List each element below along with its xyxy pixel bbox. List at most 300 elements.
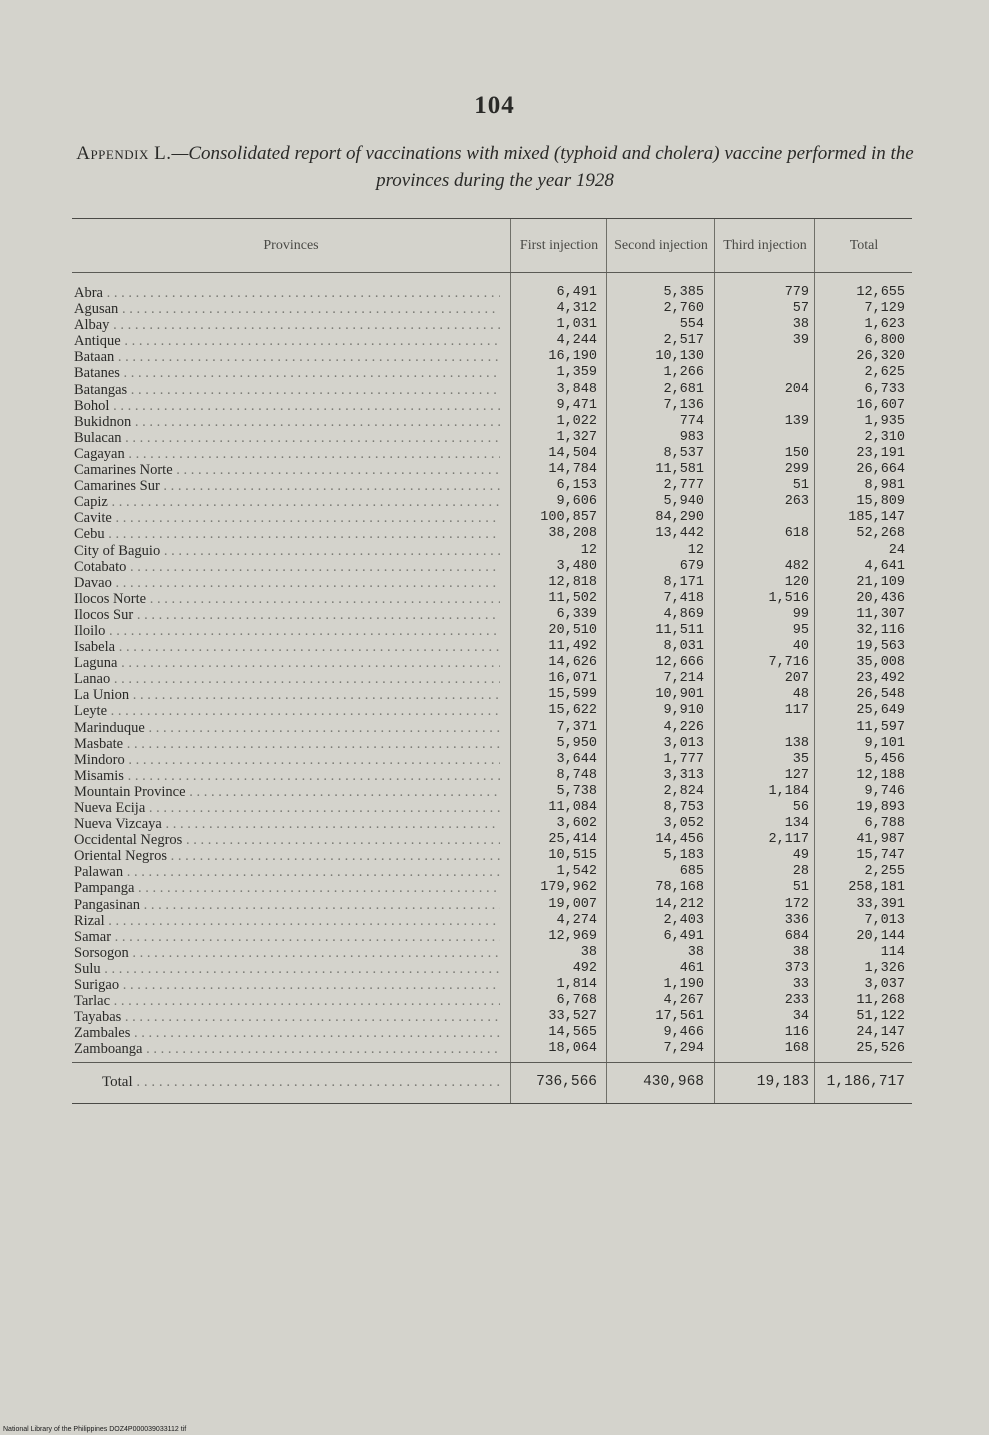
second-injection-value: 685	[679, 864, 704, 880]
second-injection-value: 84,290	[655, 510, 704, 526]
total-value: 7,129	[864, 301, 905, 317]
first-injection-value: 12	[580, 542, 597, 558]
total-value: 20,144	[856, 928, 905, 944]
second-injection-value: 1,190	[663, 977, 704, 993]
third-injection-value: 38	[792, 944, 809, 960]
table-row	[72, 446, 912, 462]
first-injection-value: 7,371	[556, 719, 597, 735]
third-injection-value: 1,516	[768, 590, 809, 606]
table-row	[72, 1009, 912, 1025]
table-row	[72, 752, 912, 768]
total-value: 25,526	[856, 1041, 905, 1057]
province-name: Cotabato . . .	[74, 559, 500, 575]
first-injection-value: 3,848	[556, 381, 597, 397]
third-injection-value: 263	[784, 494, 809, 510]
title-text: —Consolidated report of vaccinations with mixed (typhoid and cholera) vaccine performed in the provinces during the year 1928	[171, 143, 914, 191]
total-value: 33,391	[856, 896, 905, 912]
second-injection-value: 7,294	[663, 1041, 704, 1057]
table-row	[72, 864, 912, 880]
province-name: Palawan . . .	[74, 864, 500, 880]
province-name: Samar . . .	[74, 929, 500, 945]
table-row	[72, 1041, 912, 1057]
first-injection-value: 3,480	[556, 558, 597, 574]
table-row	[72, 623, 912, 639]
first-injection-value: 10,515	[548, 848, 597, 864]
table-title	[75, 140, 915, 194]
province-name: Bohol . . .	[74, 398, 500, 414]
total-value: 1,326	[864, 960, 905, 976]
province-name: Bataan . . .	[74, 349, 500, 365]
first-injection-value: 1,022	[556, 413, 597, 429]
province-name: Cebu . . .	[74, 526, 500, 542]
total-value: 24	[888, 542, 905, 558]
first-injection-value: 14,565	[548, 1025, 597, 1041]
table-row	[72, 382, 912, 398]
total-value: 5,456	[864, 751, 905, 767]
province-name: Bukidnon . . .	[74, 414, 500, 430]
third-injection-value: 779	[784, 285, 809, 300]
second-injection-value: 5,183	[663, 848, 704, 864]
province-name: Camarines Sur . . .	[74, 478, 500, 494]
total-value: 26,664	[856, 462, 905, 478]
third-injection-value: 120	[784, 574, 809, 590]
province-name: Agusan . . .	[74, 301, 500, 317]
table-row	[72, 398, 912, 414]
table-row	[72, 897, 912, 913]
province-name: Davao . . .	[74, 575, 500, 591]
second-injection-value: 679	[679, 558, 704, 574]
total-value: 25,649	[856, 703, 905, 719]
archive-stamp: National Library of the Philippines DOZ4P000039033112 tif	[3, 1426, 187, 1433]
table-row	[72, 301, 912, 317]
total-value: 3,037	[864, 977, 905, 993]
table-header	[72, 219, 912, 273]
second-injection-value: 3,013	[663, 735, 704, 751]
third-injection-value: 299	[784, 462, 809, 478]
first-injection-value: 16,071	[548, 671, 597, 687]
table-row	[72, 559, 912, 575]
total-value: 35,008	[856, 655, 905, 671]
total-value: 52,268	[856, 526, 905, 542]
total-value: 2,255	[864, 864, 905, 880]
second-injection-value: 2,681	[663, 381, 704, 397]
third-injection-value: 1,184	[768, 783, 809, 799]
second-injection-value: 983	[679, 429, 704, 445]
third-injection-value: 134	[784, 816, 809, 832]
table-row	[72, 687, 912, 703]
third-injection-value: 172	[784, 896, 809, 912]
province-name: Iloilo . . .	[74, 623, 500, 639]
total-value: 24,147	[856, 1025, 905, 1041]
total-row	[72, 1062, 912, 1103]
table-row	[72, 543, 912, 559]
first-injection-value: 3,644	[556, 751, 597, 767]
first-injection-value: 6,339	[556, 606, 597, 622]
first-injection-value: 1,814	[556, 977, 597, 993]
province-name: Oriental Negros . . .	[74, 848, 500, 864]
province-name: Isabela . . .	[74, 639, 500, 655]
second-injection-value: 8,753	[663, 800, 704, 815]
second-injection-value: 13,442	[655, 526, 704, 542]
province-name: Mindoro . . .	[74, 752, 500, 768]
table-row	[72, 349, 912, 365]
table-row	[72, 414, 912, 430]
province-name: Camarines Norte . . .	[74, 462, 500, 478]
province-name: Pangasinan . . .	[74, 897, 500, 913]
second-injection-value: 14,456	[655, 832, 704, 848]
table-row	[72, 591, 912, 607]
first-injection-value: 4,312	[556, 301, 597, 317]
province-name: Laguna . . .	[74, 655, 500, 671]
province-name: Nueva Vizcaya . . .	[74, 816, 500, 832]
second-injection-value: 774	[679, 413, 704, 429]
table-row	[72, 639, 912, 655]
third-injection-value: 2,117	[768, 832, 809, 848]
first-injection-value: 5,950	[556, 735, 597, 751]
first-injection-value: 25,414	[548, 832, 597, 848]
second-injection-value: 10,130	[655, 349, 704, 365]
total-first: 736,566	[536, 1073, 597, 1090]
third-injection-value: 207	[784, 671, 809, 687]
third-injection-value: 33	[792, 977, 809, 993]
first-injection-value: 38,208	[548, 526, 597, 542]
third-injection-value: 336	[784, 912, 809, 928]
second-injection-value: 9,466	[663, 1025, 704, 1041]
second-injection-value: 6,491	[663, 928, 704, 944]
second-injection-value: 9,910	[663, 703, 704, 719]
second-injection-value: 14,212	[655, 896, 704, 912]
first-injection-value: 6,153	[556, 478, 597, 494]
header-second-injection: Second injection	[606, 219, 715, 272]
total-total: 1,186,717	[826, 1073, 905, 1090]
total-value: 11,307	[856, 606, 905, 622]
first-injection-value: 16,190	[548, 349, 597, 365]
table-row	[72, 703, 912, 719]
third-injection-value: 49	[792, 848, 809, 864]
table-row	[72, 575, 912, 591]
header-total: Total	[814, 219, 913, 272]
province-name: Tayabas . . .	[74, 1009, 500, 1025]
table-row	[72, 285, 912, 301]
total-value: 20,436	[856, 590, 905, 606]
third-injection-value: 373	[784, 960, 809, 976]
first-injection-value: 18,064	[548, 1041, 597, 1057]
second-injection-value: 4,267	[663, 993, 704, 1009]
third-injection-value: 7,716	[768, 655, 809, 671]
table-row	[72, 430, 912, 446]
second-injection-value: 7,136	[663, 397, 704, 413]
first-injection-value: 33,527	[548, 1009, 597, 1025]
total-value: 6,800	[864, 333, 905, 349]
third-injection-value: 28	[792, 864, 809, 880]
second-injection-value: 12	[687, 542, 704, 558]
third-injection-value: 38	[792, 317, 809, 333]
table-row	[72, 494, 912, 510]
province-name: Masbate . . .	[74, 736, 500, 752]
table-row	[72, 945, 912, 961]
province-name: Abra . . .	[74, 285, 500, 301]
first-injection-value: 12,969	[548, 928, 597, 944]
third-injection-value: 618	[784, 526, 809, 542]
total-value: 2,310	[864, 429, 905, 445]
first-injection-value: 179,962	[540, 880, 597, 896]
third-injection-value: 168	[784, 1041, 809, 1057]
second-injection-value: 2,517	[663, 333, 704, 349]
table-row	[72, 993, 912, 1009]
province-name: Rizal . . .	[74, 913, 500, 929]
third-injection-value: 51	[792, 880, 809, 896]
third-injection-value: 482	[784, 558, 809, 574]
first-injection-value: 5,738	[556, 783, 597, 799]
table-row	[72, 800, 912, 816]
province-name: Zambales . . .	[74, 1025, 500, 1041]
third-injection-value: 56	[792, 800, 809, 815]
second-injection-value: 1,777	[663, 751, 704, 767]
province-name: Lanao . . .	[74, 671, 500, 687]
table-row	[72, 880, 912, 896]
table-row	[72, 720, 912, 736]
province-name: Antique . . .	[74, 333, 500, 349]
second-injection-value: 8,537	[663, 445, 704, 461]
second-injection-value: 2,777	[663, 478, 704, 494]
province-name: Ilocos Sur . . .	[74, 607, 500, 623]
table-row	[72, 365, 912, 381]
table-row	[72, 510, 912, 526]
province-name: Cagayan . . .	[74, 446, 500, 462]
total-value: 19,893	[856, 800, 905, 815]
third-injection-value: 117	[784, 703, 809, 719]
table-row	[72, 977, 912, 993]
first-injection-value: 19,007	[548, 896, 597, 912]
total-value: 32,116	[856, 622, 905, 638]
second-injection-value: 7,418	[663, 590, 704, 606]
total-second: 430,968	[643, 1073, 704, 1090]
third-injection-value: 57	[792, 301, 809, 317]
total-value: 16,607	[856, 397, 905, 413]
second-injection-value: 8,171	[663, 574, 704, 590]
province-name: Sulu . . .	[74, 961, 500, 977]
first-injection-value: 3,602	[556, 816, 597, 832]
total-label: Total . . .	[102, 1074, 500, 1091]
header-third-injection: Third injection	[714, 219, 815, 272]
third-injection-value: 684	[784, 928, 809, 944]
total-value: 1,935	[864, 413, 905, 429]
province-name: Albay . . .	[74, 317, 500, 333]
province-name: Cavite . . .	[74, 510, 500, 526]
third-injection-value: 138	[784, 735, 809, 751]
first-injection-value: 1,542	[556, 864, 597, 880]
province-name: Surigao . . .	[74, 977, 500, 993]
total-value: 11,597	[856, 719, 905, 735]
table-row	[72, 768, 912, 784]
table-row	[72, 671, 912, 687]
first-injection-value: 38	[580, 944, 597, 960]
first-injection-value: 14,784	[548, 462, 597, 478]
table-row	[72, 848, 912, 864]
second-injection-value: 12,666	[655, 655, 704, 671]
table-row	[72, 478, 912, 494]
header-provinces: Provinces	[263, 237, 319, 253]
second-injection-value: 5,940	[663, 494, 704, 510]
table-row	[72, 913, 912, 929]
first-injection-value: 6,768	[556, 993, 597, 1009]
second-injection-value: 4,226	[663, 719, 704, 735]
third-injection-value: 95	[792, 622, 809, 638]
total-value: 6,733	[864, 381, 905, 397]
province-name: La Union . . .	[74, 687, 500, 703]
total-value: 4,641	[864, 558, 905, 574]
total-value: 21,109	[856, 574, 905, 590]
first-injection-value: 9,606	[556, 494, 597, 510]
first-injection-value: 14,626	[548, 655, 597, 671]
table-body	[72, 273, 912, 1103]
first-injection-value: 11,502	[548, 590, 597, 606]
first-injection-value: 1,031	[556, 317, 597, 333]
header-first-injection: First injection	[510, 219, 607, 272]
first-injection-value: 20,510	[548, 622, 597, 638]
second-injection-value: 38	[687, 944, 704, 960]
total-value: 23,492	[856, 671, 905, 687]
total-value: 6,788	[864, 816, 905, 832]
second-injection-value: 7,214	[663, 671, 704, 687]
province-name: Bulacan . . .	[74, 430, 500, 446]
third-injection-value: 233	[784, 993, 809, 1009]
first-injection-value: 492	[572, 960, 597, 976]
title-prefix: Appendix L.	[76, 143, 172, 164]
total-value: 12,655	[856, 285, 905, 300]
first-injection-value: 11,492	[548, 639, 597, 655]
table-row	[72, 462, 912, 478]
third-injection-value: 99	[792, 606, 809, 622]
second-injection-value: 2,824	[663, 783, 704, 799]
total-value: 26,320	[856, 349, 905, 365]
table-row	[72, 317, 912, 333]
table-row	[72, 655, 912, 671]
province-name: City of Baguio . . .	[74, 543, 500, 559]
table-bottom-rule	[72, 1103, 912, 1104]
first-injection-value: 4,244	[556, 333, 597, 349]
province-name: Pampanga . . .	[74, 880, 500, 896]
third-injection-value: 204	[784, 381, 809, 397]
third-injection-value: 150	[784, 445, 809, 461]
first-injection-value: 4,274	[556, 912, 597, 928]
province-name: Misamis . . .	[74, 768, 500, 784]
table-row	[72, 333, 912, 349]
total-value: 9,746	[864, 783, 905, 799]
total-value: 9,101	[864, 735, 905, 751]
province-name: Tarlac . . .	[74, 993, 500, 1009]
total-value: 51,122	[856, 1009, 905, 1025]
second-injection-value: 2,760	[663, 301, 704, 317]
first-injection-value: 1,327	[556, 429, 597, 445]
third-injection-value: 48	[792, 687, 809, 703]
total-value: 12,188	[856, 767, 905, 783]
total-value: 15,747	[856, 848, 905, 864]
second-injection-value: 78,168	[655, 880, 704, 896]
province-name: Nueva Ecija . . .	[74, 800, 500, 816]
first-injection-value: 11,084	[548, 800, 597, 815]
total-value: 11,268	[856, 993, 905, 1009]
table-row	[72, 1025, 912, 1041]
table-row	[72, 736, 912, 752]
first-injection-value: 8,748	[556, 767, 597, 783]
province-name: Occidental Negros . . .	[74, 832, 500, 848]
total-value: 114	[880, 944, 905, 960]
province-name: Batangas . . .	[74, 382, 500, 398]
page-number: 104	[474, 92, 515, 119]
table-row	[72, 816, 912, 832]
second-injection-value: 17,561	[655, 1009, 704, 1025]
total-value: 7,013	[864, 912, 905, 928]
province-name: Zamboanga . . .	[74, 1041, 500, 1057]
total-value: 19,563	[856, 639, 905, 655]
first-injection-value: 1,359	[556, 365, 597, 381]
total-value: 185,147	[848, 510, 905, 526]
third-injection-value: 34	[792, 1009, 809, 1025]
total-value: 8,981	[864, 478, 905, 494]
second-injection-value: 3,052	[663, 816, 704, 832]
second-injection-value: 4,869	[663, 606, 704, 622]
total-value: 2,625	[864, 365, 905, 381]
vaccination-table	[72, 218, 912, 1104]
table-row	[72, 929, 912, 945]
table-rows	[72, 285, 912, 1058]
first-injection-value: 15,622	[548, 703, 597, 719]
third-injection-value: 40	[792, 639, 809, 655]
table-row	[72, 832, 912, 848]
second-injection-value: 1,266	[663, 365, 704, 381]
second-injection-value: 3,313	[663, 767, 704, 783]
first-injection-value: 12,818	[548, 574, 597, 590]
third-injection-value: 39	[792, 333, 809, 349]
first-injection-value: 6,491	[556, 285, 597, 300]
second-injection-value: 10,901	[655, 687, 704, 703]
total-value: 15,809	[856, 494, 905, 510]
total-third: 19,183	[756, 1073, 809, 1090]
second-injection-value: 461	[679, 960, 704, 976]
third-injection-value: 127	[784, 767, 809, 783]
table-row	[72, 784, 912, 800]
total-value: 41,987	[856, 832, 905, 848]
province-name: Mountain Province . . .	[74, 784, 500, 800]
total-value: 26,548	[856, 687, 905, 703]
total-value: 23,191	[856, 445, 905, 461]
second-injection-value: 8,031	[663, 639, 704, 655]
second-injection-value: 2,403	[663, 912, 704, 928]
province-name: Batanes . . .	[74, 365, 500, 381]
first-injection-value: 9,471	[556, 397, 597, 413]
second-injection-value: 554	[679, 317, 704, 333]
table-row	[72, 607, 912, 623]
province-name: Ilocos Norte . . .	[74, 591, 500, 607]
first-injection-value: 15,599	[548, 687, 597, 703]
second-injection-value: 5,385	[663, 285, 704, 300]
province-name: Capiz . . .	[74, 494, 500, 510]
first-injection-value: 100,857	[540, 510, 597, 526]
third-injection-value: 139	[784, 413, 809, 429]
table-row	[72, 961, 912, 977]
third-injection-value: 51	[792, 478, 809, 494]
first-injection-value: 14,504	[548, 445, 597, 461]
third-injection-value: 35	[792, 751, 809, 767]
total-value: 258,181	[848, 880, 905, 896]
total-value: 1,623	[864, 317, 905, 333]
table-row	[72, 526, 912, 542]
third-injection-value: 116	[784, 1025, 809, 1041]
province-name: Leyte . . .	[74, 703, 500, 719]
second-injection-value: 11,511	[655, 622, 704, 638]
province-name: Sorsogon . . .	[74, 945, 500, 961]
